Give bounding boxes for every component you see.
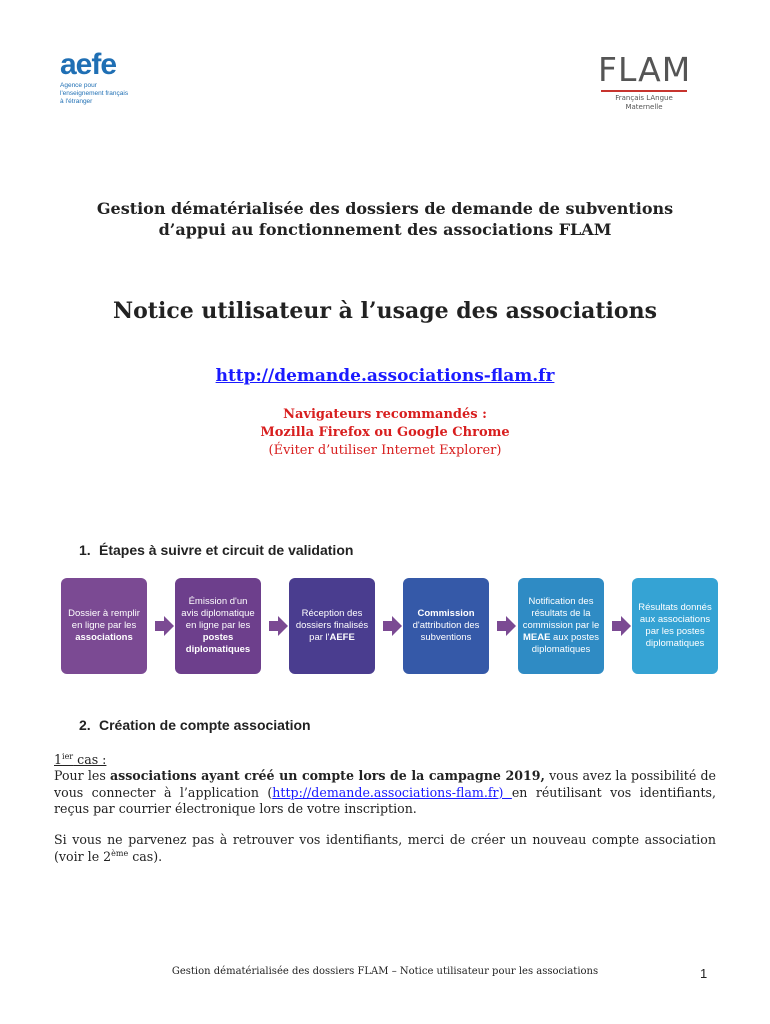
validation-flow (0, 578, 770, 678)
page-footer: Gestion dématérialisée des dossiers FLAM – Notice utilisateur pour les associations (171, 966, 599, 977)
flow-arrow-icon (497, 616, 515, 636)
case-1-note: Si vous ne parvenez pas à retrouver vos identifiants, merci de créer un nouveau compte association (voir le 2ème cas). (54, 832, 716, 864)
flow-step-text: Résultats donnés aux associations par les postes diplomatiques (638, 602, 712, 649)
section-2-heading: 2. Création de compte association (79, 717, 311, 733)
section-1-heading: 1. Étapes à suivre et circuit de validation (79, 542, 354, 558)
case-1-link[interactable]: http://demande.associations-flam.fr) (272, 784, 512, 800)
page-number: 1 (700, 966, 708, 981)
flow-arrow-icon (269, 616, 287, 636)
flow-step-5 (518, 578, 604, 674)
flow-step-text: Réception des dossiers finalisés par l'AEFE (295, 608, 369, 643)
flam-logo-word: FLAM (598, 50, 692, 89)
notice-heading: Notice utilisateur à l’usage des associations (113, 298, 657, 324)
aefe-logo-subtitle: Agence pour l'enseignement français à l'étranger (60, 82, 129, 105)
flow-arrow-icon (155, 616, 173, 636)
flow-step-text: Commission d'attribution des subventions (412, 608, 480, 643)
flam-logo-underline (601, 90, 687, 92)
aefe-logo-word: aefe (60, 48, 117, 81)
case-1-label: $1^{ier}$ cas : (54, 751, 107, 767)
browsers-avoid: (Éviter d’utiliser Internet Explorer) (268, 443, 502, 458)
flow-step-text: Émission d'un avis diplomatique en ligne par les postes diplomatiques (181, 596, 255, 655)
flow-step-text: Dossier à remplir en ligne par les associations (68, 608, 140, 643)
browser-recommendation (40, 406, 730, 460)
application-url-link[interactable]: http://demande.associations-flam.fr (215, 366, 555, 386)
aefe-logo (60, 50, 128, 106)
flow-step-text: Notification des résultats de la commission par le MEAE aux postes diplomatiques (522, 596, 600, 655)
flow-step-1 (61, 578, 147, 674)
flow-arrow-icon (612, 616, 630, 636)
document-title: Gestion dématérialisée des dossiers de demande de subventions d’appui au fonctionnement des associations FLAM (96, 199, 674, 239)
case-1-paragraph: Pour les associations ayant créé un compte lors de la campagne 2019, vous avez la possibilité de vous connecter à l’application (http://demande.associations-flam.fr) en réutilisant vos identifiants, reçus par courrier électronique lors de votre inscription. (54, 768, 716, 816)
browsers-list: Mozilla Firefox ou Google Chrome (260, 425, 510, 440)
flam-logo (598, 52, 690, 112)
browsers-label: Navigateurs recommandés : (283, 407, 487, 422)
flow-step-3 (289, 578, 375, 674)
flow-arrow-icon (383, 616, 401, 636)
flow-step-6 (632, 578, 718, 674)
flow-step-2 (175, 578, 261, 674)
flam-logo-subtitle: Français LAngue Maternelle (615, 94, 673, 111)
flow-step-4 (403, 578, 489, 674)
